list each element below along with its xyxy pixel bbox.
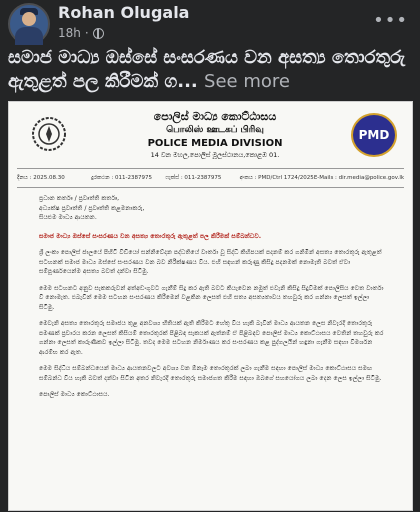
pmd-logo: PMD <box>351 113 397 157</box>
letter-image[interactable] <box>8 101 413 511</box>
letterhead-title-tamil: பொலிஸ் ஊடகப் பிரிவு <box>166 125 264 135</box>
author-name[interactable]: Rohan Olugala <box>58 3 190 22</box>
post-time[interactable]: 18h <box>58 26 81 40</box>
avatar-head <box>22 12 36 26</box>
contact-date: දිනය : 2025.08.30 <box>17 174 65 181</box>
letterhead-title-sinhala: පොලිස් මාධ්‍ය කොට්ඨාසය <box>153 110 277 123</box>
police-crest-icon <box>31 114 67 154</box>
letterhead <box>105 110 325 160</box>
addressees <box>39 194 385 223</box>
letter-signature: පොලිස් මාධ්‍ය කොට්ඨාසය. <box>39 391 110 398</box>
letter-paragraph: මෙම සටහනට අනුව සැකකරුවන් අත්අඩංගුවට ගැනීම් සිදු කර ඇති බවට කියැවෙන නමුත් එවැනි කිසිදු සිදුවීමක් පොලිසිය වෙත වාර්තා වී නොමැත. එබැවින් මෙම සටහන සංසරණය කිරීමෙන් වළකින ලෙසත් එහි සත්‍ය අසත්‍යතාවය තහවුරු කර ගන්නා ලෙසත් ඉල්ලා සිටිමු. <box>39 284 384 311</box>
post-header <box>0 0 420 46</box>
contact-fax: ෆැක්ස් : 011-2387975 <box>165 174 222 181</box>
letter-paragraph: ශ්‍රී ලංකා පොලිස් ජාලයේ පිහිටි වීඩියෝ සන්නිවේදන පද්ධතියේ වාර්තා වූ සිද්ධි කිහිපයක් පදනම් කර ගනිමින් අසත්‍ය තොරතුරු ඇතුළත් සටහනක් සමාජ මාධ්‍ය ඔස්සේ සංසරණය වන බව නිරීක්ෂණය විය. එහි සඳහන් කරුණු කිසිදු පදනමක් නොමැති බවත් ඒවා සම්පූර්ණයෙන්ම අසත්‍ය බවත් දන්වා සිටිමු. <box>39 249 382 275</box>
post-meta <box>58 26 104 40</box>
meta-separator: · <box>84 26 89 40</box>
author-avatar[interactable] <box>8 3 50 45</box>
globe-icon[interactable] <box>93 28 104 39</box>
addressee-line: සියළුම මාධ්‍ය ආයතන. <box>39 214 97 221</box>
addressee-line: අධ්‍යක්ෂ ප්‍රවෘත්ති / ප්‍රවෘත්ති කළමනාකරු, <box>39 204 145 212</box>
avatar-body <box>15 27 43 45</box>
letterhead-address: 14 වන මහල,පොලිස් මූලස්ථානය,කොළඹ 01. <box>150 151 280 159</box>
more-dots-icon[interactable]: ••• <box>373 10 408 31</box>
addressee-line: ප්‍රධාන කර්තෘ / ප්‍රවෘත්ති කර්තෘ, <box>39 195 120 202</box>
letterhead-title-english: POLICE MEDIA DIVISION <box>147 138 283 149</box>
contact-email: E-Mails : dir.media@police.gov.lk <box>313 175 405 181</box>
see-more-link[interactable]: See more <box>204 71 290 92</box>
caption-text: සමාජ මාධ්‍ය ඔස්සේ සංසරණය වන අසත්‍ය තොරතුරු ඇතුළත් පල කිරීමක් ග... <box>8 47 406 92</box>
letter-body <box>39 194 385 407</box>
contact-ref: අංකය : PMD/Ctrl 1724/2025 <box>239 174 314 181</box>
contact-strip <box>17 168 404 188</box>
letter-paragraph: මෙවැනි අසත්‍ය තොරතුරු සමාජය තුළ අනවශ්‍ය භීතියක් ඇති කිරීමට හේතු විය හැකි බැවින් මාධ්‍ය ආයතන ලෙස නිවැරදි තොරතුරු පමණක් ප්‍රචාරය කරන ලෙසත් කිසියම් තොරතුරක් පිළිබඳ සැකයක් ඇත්නම් ඒ පිළිබඳව පොලිස් මාධ්‍ය කොට්ඨාසය වෙතින් තහවුරු කර ගන්නා ලෙසත් කාරුණිකව ඉල්ලා සිටිමු. තවද මෙම සටහන නිර්මාණය කර සංසරණය කළ පුද්ගලයින් හඳුනා ගැනීම සඳහා විමර්ශන ආරම්භ කර ඇත. <box>39 320 384 356</box>
contact-phone: දුරකථන : 011-2387975 <box>91 174 152 181</box>
post-caption <box>8 46 412 94</box>
letter-paragraph: මෙම සිද්ධිය සම්බන්ධයෙන් මාධ්‍ය ආයතනවලට අවශ්‍ය වන ඕනෑම තොරතුරක් ලබා ගැනීම සඳහා පොලිස් මාධ්‍ය කොට්ඨාසය සමඟ සම්බන්ධ විය හැකි බවත් දන්වා සිටින අතර නිවැරදි තොරතුරු සමාජගත කිරීම සඳහා ඔබගේ සහයෝගය ලබා දෙන ලෙස ඉල්ලා සිටිමු. <box>39 365 382 382</box>
letter-subject: සමාජ මාධ්‍ය ඔස්සේ සංසරණය වන අසත්‍ය තොරතුරු ඇතුළත් පල කිරීමක් සම්බන්ධව. <box>39 232 262 240</box>
